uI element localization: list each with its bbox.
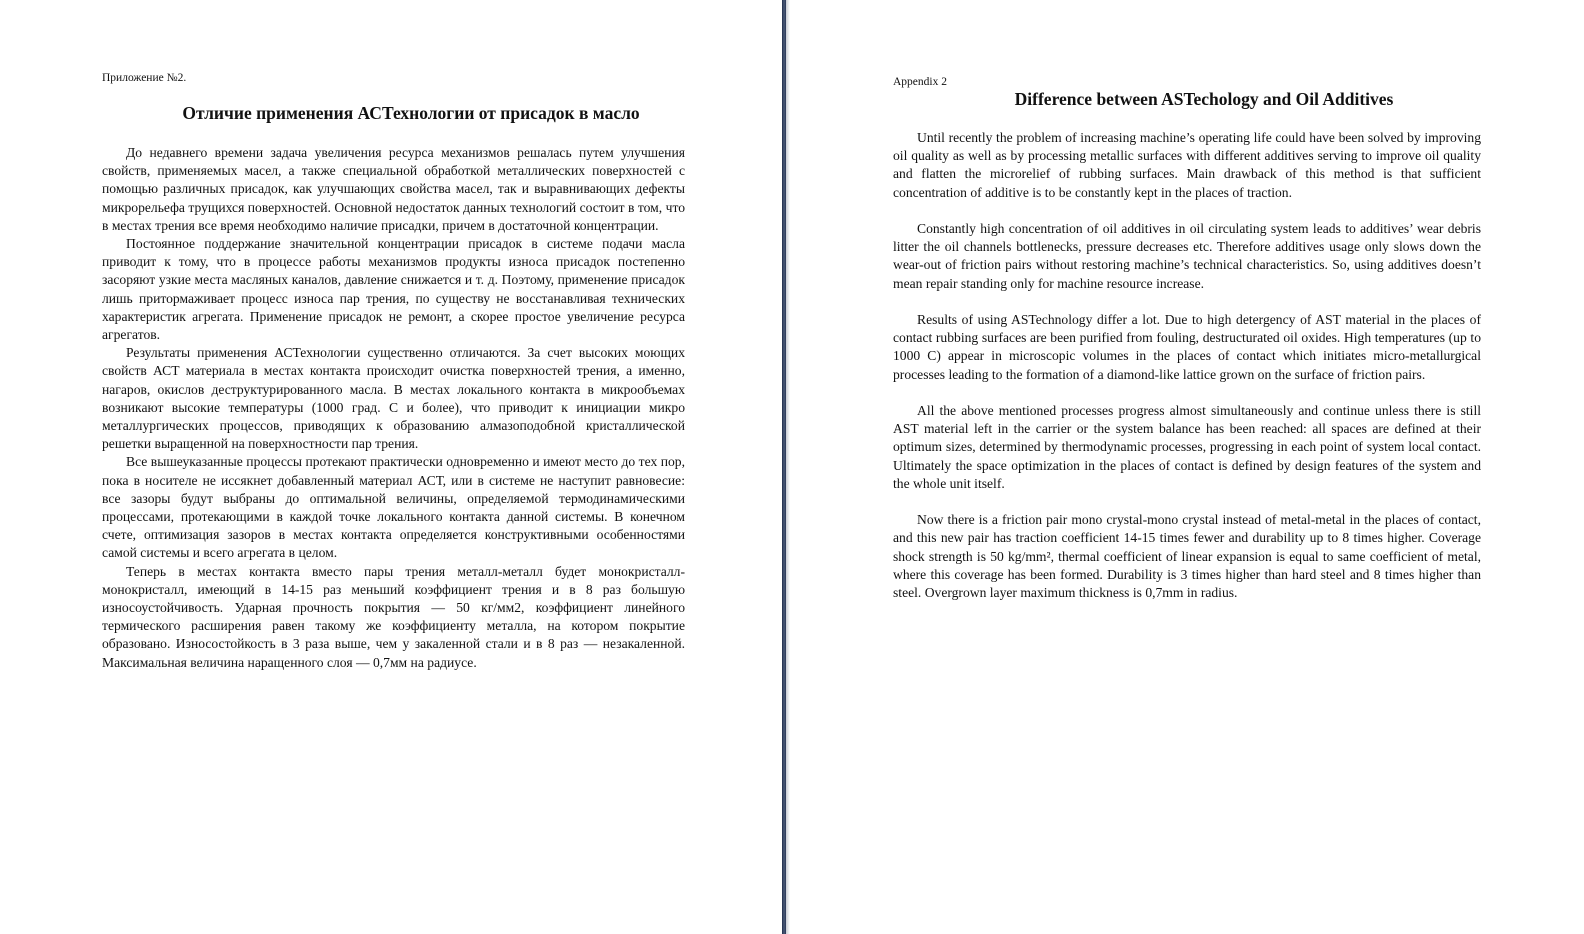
appendix-label: Приложение №2. [102, 72, 187, 84]
paragraph: Until recently the problem of increasing machine’s operating life could have been solved by improving oil quality as well as by processing metallic surfaces with different additives serving to improve oil quality and flatten the microrelief of rubbing surfaces. Main drawback of this method is that sufficient concentration of additive is to be constantly kept in the places of traction. [893, 130, 1481, 200]
russian-page [0, 0, 782, 934]
paragraph: All the above mentioned processes progress almost simultaneously and continue unless there is still AST material left in the carrier or the system balance has been reached: all spaces are defined at their optimum sizes, determined by thermodynamic processes, progressing in each point of system local contact. Ultimately the space optimization in the places of contact is defined by design features of the system and the whole unit itself. [893, 403, 1481, 491]
body-text [893, 129, 1481, 620]
appendix-label: Appendix 2 [893, 76, 947, 88]
paragraph: Все вышеуказанные процессы протекают практически одновременно и имеют место до тех пор, пока в носителе не иссякнет добавленный материал АСТ, или в системе не наступит равновесие: все зазоры будут выбраны до оптимальной величины, определяемой термодинамическими процессами, протекающими в каждой точке локального контакта данной системы. В конечном счете, оптимизация зазоров в местах контакта определяется конструктивными особенностями самой системы и всего агрегата в целом. [102, 454, 685, 561]
paragraph: До недавнего времени задача увеличения ресурса механизмов решалась путем улучшения свойств, применяемых масел, а также специальной обработкой металлических поверхностей с помощью различных присадок, как улучшающих свойства масел, так и выравнивающих дефекты микрорельефа трущихся поверхностей. Основной недостаток данных технологий состоит в том, что в местах трения все время необходимо наличие присадки, причем в достаточной концентрации. [102, 145, 685, 233]
paragraph: Constantly high concentration of oil additives in oil circulating system leads to additives’ wear debris litter the oil channels bottlenecks, pressure decreases etc. Therefore additives usage only slows down the wear-out of friction pairs without restoring machine’s technical characteristics. So, using additives doesn’t mean repair standing only for machine resource increase. [893, 221, 1481, 291]
page-title: Difference between ASTechology and Oil Additives [1014, 89, 1394, 109]
paragraph: Постоянное поддержание значительной концентрации присадок в системе подачи масла приводит к тому, что в процессе работы механизмов продукты износа присадок постепенно засоряют узкие места масляных каналов, давление снижается и т. д. Поэтому, применение присадок лишь притормаживает процесс износа пар трения, по существу не восстанавливая технических характеристик агрегата. Применение присадок не ремонт, а скорее простое увеличение ресурса агрегатов. [102, 236, 685, 343]
page-title: Отличие применения АСТехнологии от присадок в масло [182, 103, 640, 123]
english-page [790, 0, 1584, 934]
paragraph: Now there is a friction pair mono crystal-mono crystal instead of metal-metal in the places of contact, and this new pair has traction coefficient 14-15 times fewer and durability up to 8 times higher. Coverage shock strength is 50 kg/mm², thermal coefficient of linear expansion is equal to same coefficient of metal, where this coverage has been formed. Durability is 3 times higher than hard steel and 8 times higher than steel. Overgrown layer maximum thickness is 0,7mm in radius. [893, 512, 1481, 601]
paragraph: Results of using ASTechnology differ a lot. Due to high detergency of AST material in the places of contact rubbing surfaces are been purified from fouling, destructurated oil oxides. High temperatures (up to 1000 C) appear in microscopic volumes in the places of contact which initiates micro-metallurgical processes leading to the formation of a diamond-like lattice grown on the surface of friction pairs. [893, 312, 1481, 382]
paragraph: Результаты применения АСТехнологии существенно отличаются. За счет высоких моющих свойств АСТ материала в местах контакта происходит очистка поверхностей трения, а именно, нагаров, окислов деструктурированного масла. В местах локального контакта в микрообъемах возникают высокие температуры (1000 град. С и более), что приводит к инициации микро металлургических процессов, приводящих к образованию алмазоподобной кристаллической решетки выращенной на поверхностности пар трения. [102, 345, 685, 452]
paragraph: Теперь в местах контакта вместо пары трения металл-металл будет монокристалл-монокристалл, имеющий в 14-15 раз меньший коэффициент трения и в 8 раз большую износоустойчивость. Ударная прочность покрытия — 50 кг/мм2, коэффициент линейного термического расширения равен такому же коэффициенту металла, на котором покрытие образовано. Износостойкость в 3 раза выше, чем у закаленной стали и в 8 раз — незакаленной. Максимальная величина наращенного слоя — 0,7мм на радиусе. [102, 563, 685, 670]
body-text [102, 144, 685, 672]
